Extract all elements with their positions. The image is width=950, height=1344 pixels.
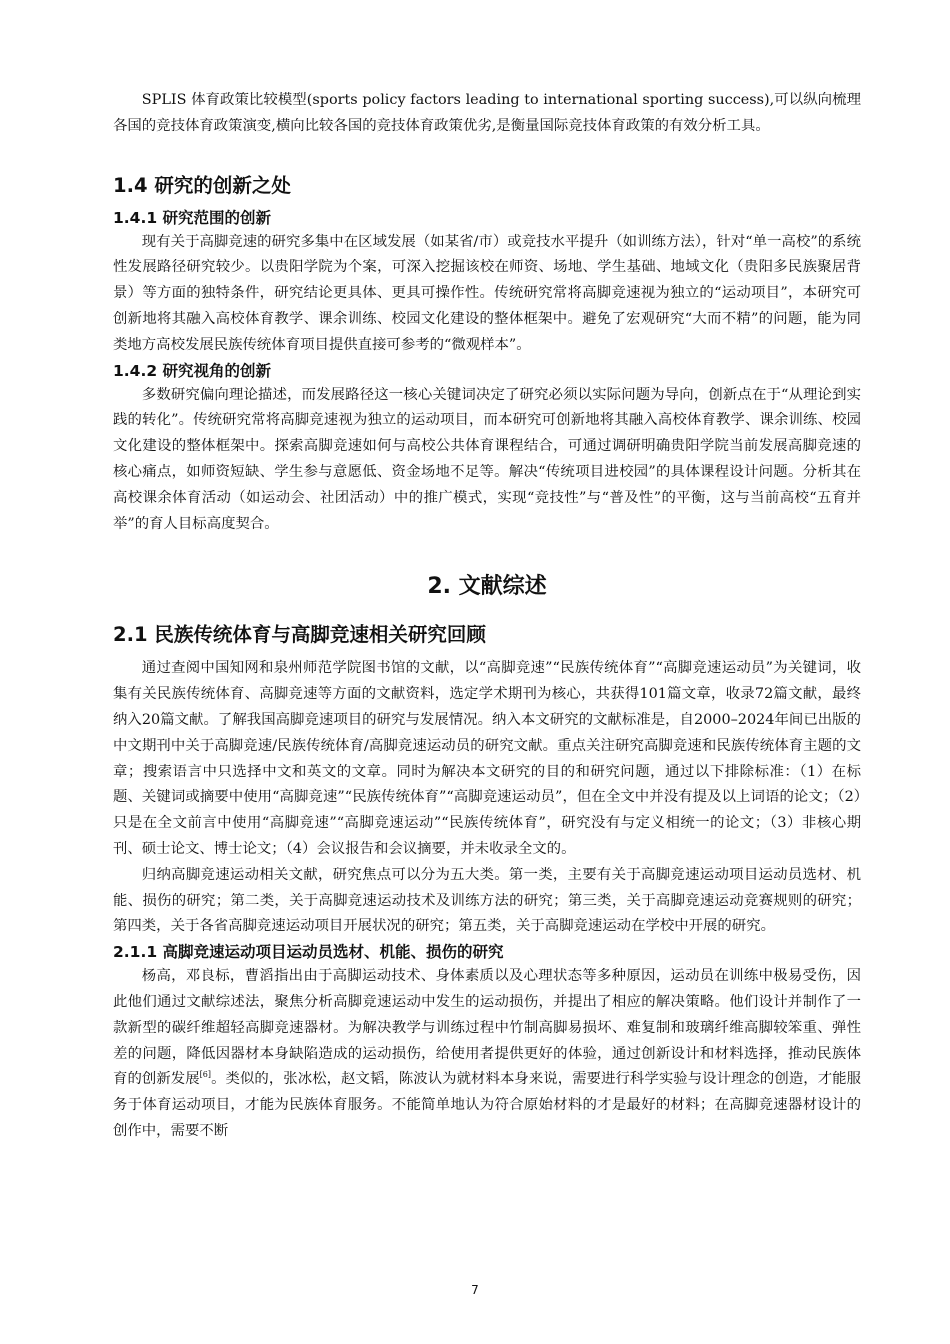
chapter-heading-2: 2. 文献综述 bbox=[427, 574, 547, 600]
paragraph-2-1-1-text-a: 杨高，邓良标，曹滔指出由于高脚运动技术、身体素质以及心理状态等多种原因，运动员在训练中极易受伤，因此他们通过文献综述法，聚焦分析高脚竞速运动中发生的运动损伤，并提出了相应的解决策略。他们设计并制作了一款新型的碳纤维超轻高脚竞速器材。为解决教学与训练过程中竹制高脚易损坏、难复制和玻璃纤维高脚较笨重、弹性差的问题，降低因器材本身缺陷造成的运动损伤，给使用者提供更好的体验，通过创新设计和材料选择，推动民族体育的创新发展 bbox=[113, 968, 861, 1088]
paragraph-1-4-1: 现有关于高脚竞速的研究多集中在区域发展（如某省/市）或竞技水平提升（如训练方法），针对“单一高校”的系统性发展路径研究较少。以贵阳学院为个案，可深入挖掘该校在师资、场地、学生基础、地域文化（贵阳多民族聚居背景）等方面的独特条件，研究结论更具体、更具可操作性。传统研究常将高脚竞速视为独立的“运动项目”，本研究可创新地将其融入高校体育教学、课余训练、校园文化建设的整体框架中。避免了宏观研究“大而不精”的问题，能为同类地方高校发展民族传统体育项目提供直接可参考的“微观样本”。 bbox=[113, 233, 861, 353]
paragraph-1-4-2: 多数研究偏向理论描述，而发展路径这一核心关键词决定了研究必须以实际问题为导向，创新点在于“从理论到实践的转化”。传统研究常将高脚竞速视为独立的运动项目，而本研究可创新地将其融入高校体育教学、课余训练、校园文化建设的整体框架中。探索高脚竞速如何与高校公共体育课程结合，可通过调研明确贵阳学院当前发展高脚竞速的核心痛点，如师资短缺、学生参与意愿低、资金场地不足等。解决“传统项目进校园”的具体课程设计问题。分析其在高校课余体育活动（如运动会、社团活动）中的推广模式，实现“竞技性”与“普及性”的平衡，这与当前高校“五育并举”的育人目标高度契合。 bbox=[113, 386, 861, 532]
subsection-heading-2-1-1: 2.1.1 高脚竞速运动项目运动员选材、机能、损伤的研究 bbox=[113, 943, 504, 962]
paragraph-2-1-1-text-b: 。类似的，张冰松，赵文韬，陈波认为就材料本身来说，需要进行科学实验与设计理念的创造，才能服务于体育运动项目，才能为民族体育服务。不能简单地认为符合原始材料的才是最好的材料；在高脚竞速器材设计的创作中，需要不断 bbox=[113, 1071, 861, 1139]
section-heading-1-4: 1.4 研究的创新之处 bbox=[113, 173, 291, 197]
subsection-heading-1-4-2: 1.4.2 研究视角的创新 bbox=[113, 361, 272, 380]
paragraph-2-1-a: 通过查阅中国知网和泉州师范学院图书馆的文献，以“高脚竞速”“民族传统体育”“高脚竞速运动员”为关键词，收集有关民族传统体育、高脚竞速等方面的文献资料，选定学术期刊为核心，共获得101篇文章，收录72篇文献，最终纳入20篇文献。了解我国高脚竞速项目的研究与发展情况。纳入本文研究的文献标准是，自2000–2024年间已出版的中文期刊中关于高脚竞速/民族传统体育/高脚竞速运动员的研究文献。重点关注研究高脚竞速和民族传统体育主题的文章；搜索语言中只选择中文和英文的文章。同时为解决本文研究的目的和研究问题，通过以下排除标准：（1）在标题、关键词或摘要中使用“高脚竞速”“民族传统体育”“高脚竞速运动员”，但在全文中并没有提及以上词语的论文；（2）只是在全文前言中使用“高脚竞速”“高脚竞速运动”“民族传统体育”，研究没有与定义相统一的论文；（3）非核心期刊、硕士论文、博士论文；（4）会议报告和会议摘要，并未收录全文的。 bbox=[113, 660, 861, 857]
document-page bbox=[113, 88, 861, 1145]
section-heading-2-1: 2.1 民族传统体育与高脚竞速相关研究回顾 bbox=[113, 623, 486, 647]
intro-paragraph: SPLIS 体育政策比较模型(sports policy factors leading to international sporting success),可以纵向梳理各国的竞技体育政策演变,横向比较各国的竞技体育政策优劣,是衡量国际竞技体育政策的有效分析工具。 bbox=[113, 92, 861, 134]
page-number: 7 bbox=[471, 1283, 479, 1297]
subsection-heading-1-4-1: 1.4.1 研究范围的创新 bbox=[113, 208, 272, 227]
paragraph-2-1-b: 归纳高脚竞速运动相关文献，研究焦点可以分为五大类。第一类，主要有关于高脚竞速运动项目运动员选材、机能、损伤的研究；第二类，关于高脚竞速运动技术及训练方法的研究；第三类，关于高脚竞速运动竞赛规则的研究；第四类，关于各省高脚竞速运动项目开展状况的研究；第五类，关于高脚竞速运动在学校中开展的研究。 bbox=[113, 866, 861, 935]
paragraph-2-1-1 bbox=[113, 964, 861, 1145]
citation-marker: [6] bbox=[199, 1070, 212, 1080]
